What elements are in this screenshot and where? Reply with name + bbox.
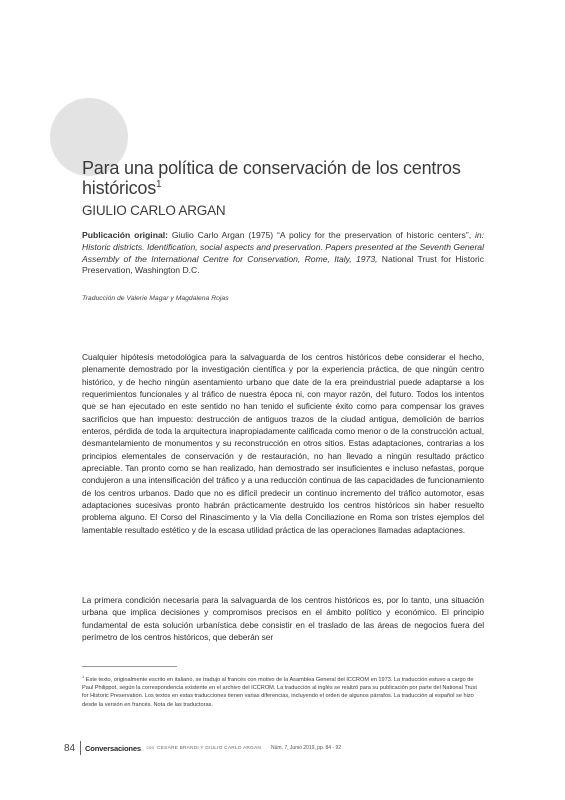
footer-authors: CESARE BRANDI Y GIULIO CARLO ARGAN (157, 745, 262, 751)
original-publication-italic: in: Historic districts. Identification, social aspects and preservation. Papers presented at the Seventh General Assembly of the International Centre for Conservation, Rome, Italy, 1973, (82, 230, 485, 264)
footnote-divider (82, 666, 177, 667)
journal-suffix: ... (140, 747, 145, 752)
page-number: 84 (64, 742, 76, 754)
original-publication-label: Publicación original: (82, 230, 168, 240)
article-author: GIULIO CARLO ARGAN (82, 203, 226, 218)
footnote-text: Este texto, originalmente escrito en italiano, se tradujo al francés con motivo de la Asamblea General del ICCROM en 1973. La traducción estuvo a cargo de Paul Philippot, según la correspondencia existente en el archivo del ICCROM. La traducción al inglés se realizó para su publicación por parte del National Trust for Historic Preservation. Los textos en estas traducciones tienen varias diferencias, incluyendo el orden de algunos párrafos. La traducción al español se hizo desde la versión en francés. Nota de las traductoras. (82, 676, 477, 708)
footer-issue: Núm. 7, Junio 2019, pp. 84 - 92 (271, 745, 342, 751)
translation-credit: Traducción de Valerie Magar y Magdalena Rojas (82, 295, 229, 302)
body-paragraph-2: La primera condición necesaria para la salvaguarda de los centros históricos es, por lo tanto, una situación urbana que implica decisiones y compromisos precisos en el ámbito político y económico. El principio fundamental de esta solución urbanística debe consistir en el traslado de las áreas de negocios fuera del perímetro de los centros históricos, que deberán ser (82, 595, 484, 643)
journal-name: Conversaciones (85, 743, 141, 753)
original-publication (82, 230, 484, 277)
body-paragraph-1: Cualquier hipótesis metodológica para la salvaguarda de los centros históricos debe considerar el hecho, plenamente demostrado por la investigación científica y por la experiencia práctica, de que ningún centro histórico, y de hecho ningún asentamiento urbano que date de la era preindustrial puede adaptarse a los requerimientos funcionales y al tráfico de nuestra época ni, con mayor razón, del futuro. Todos los intentos que se han ejecutado en este sentido no han tenido el suficiente éxito como para compensar los graves sacrificios que han impuesto: destrucción de antiguos trazos de la ciudad antigua, demolición de barrios enteros, pérdida de toda la arquitectura inapropiadamente calificada como menor o de la construcción actual, desmantelamiento de monumentos y su reconstrucción en otros sitios. Estas adaptaciones, contrarias a los principios elementales de conservación y de restauración, no han llevado a ningún resultado práctico apreciable. Tan pronto como se han realizado, han demostrado ser insuficientes e incluso nefastas, porque condujeron a una intensificación del tráfico y a una reducción continua de las capacidades de funcionamiento de los centros urbanos. Dado que no es difícil predecir un continuo incremento del tráfico automotor, esas adaptaciones sucesivas pronto habrán prácticamente destruido los centros históricos sin haber resuelto problema alguno. El Corso del Rinascimento y la Via della Conciliazione en Roma son tristes ejemplos del lamentable resultado estético y de la escasa utilidad práctica de las operaciones llamadas adaptaciones. (82, 352, 484, 535)
footer-divider (80, 741, 81, 755)
footer-con: con (146, 745, 155, 751)
article-title (82, 158, 502, 198)
title-footnote-mark: 1 (156, 179, 162, 190)
footnote-mark: 1 (82, 674, 85, 679)
footnote (82, 673, 484, 709)
original-publication-part2: National Trust for Historic Preservation, Washington D.C. (82, 253, 485, 276)
original-publication-part1: Giulio Carlo Argan (1975) “A policy for the preservation of historic centers”, (167, 230, 475, 240)
article-title-text: Para una política de conservación de los centros históricos (82, 158, 461, 198)
page-footer (64, 741, 504, 755)
